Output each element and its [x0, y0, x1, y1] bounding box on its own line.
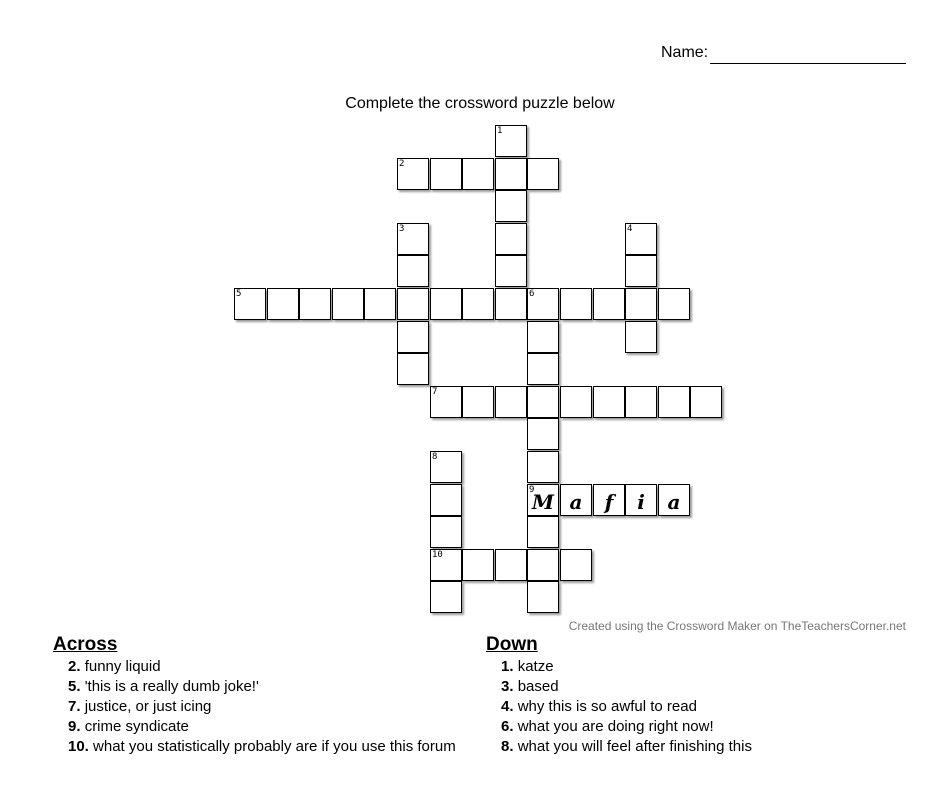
- clue-text: 'this is a really dumb joke!': [84, 678, 259, 695]
- crossword-cell[interactable]: [527, 353, 559, 385]
- crossword-cell[interactable]: [430, 288, 462, 320]
- clue-num: 8.: [501, 738, 514, 755]
- cell-letter: f: [604, 490, 614, 514]
- across-heading: Across: [53, 634, 118, 655]
- crossword-cell[interactable]: [430, 451, 462, 483]
- crossword-cell[interactable]: [560, 484, 592, 516]
- clue-number: 6: [529, 289, 535, 299]
- clue-text: what you statistically probably are if you use this forum: [93, 738, 456, 755]
- down-clue: [501, 657, 906, 677]
- crossword-cell[interactable]: [593, 484, 625, 516]
- crossword-cell[interactable]: [625, 484, 657, 516]
- clue-num: 2.: [68, 658, 81, 675]
- clue-text: funny liquid: [84, 658, 161, 675]
- crossword-cell[interactable]: [527, 386, 559, 418]
- crossword-cell[interactable]: [527, 288, 559, 320]
- down-clue: [501, 697, 906, 717]
- clue-text: crime syndicate: [84, 718, 189, 735]
- cell-letter: a: [569, 490, 583, 514]
- name-label: Name:: [661, 44, 709, 61]
- crossword-cell[interactable]: [495, 190, 527, 222]
- crossword-cell[interactable]: [625, 321, 657, 353]
- crossword-cell[interactable]: [625, 223, 657, 255]
- clue-num: 7.: [68, 698, 81, 715]
- clue-number: 1: [497, 126, 503, 136]
- crossword-cell[interactable]: [625, 386, 657, 418]
- credit-text: Created using the Crossword Maker on TheTeachersCorner.net: [568, 619, 906, 633]
- crossword-cell[interactable]: [495, 255, 527, 287]
- crossword-cell[interactable]: [658, 386, 690, 418]
- across-clue: [68, 717, 473, 737]
- across-clue: [68, 677, 473, 697]
- crossword-cell[interactable]: [397, 321, 429, 353]
- across-clue: [68, 657, 473, 677]
- crossword-cell[interactable]: [560, 549, 592, 581]
- crossword-cell[interactable]: [495, 549, 527, 581]
- crossword-cell[interactable]: [430, 581, 462, 613]
- clue-num: 9.: [68, 718, 81, 735]
- clue-num: 5.: [68, 678, 81, 695]
- clue-number: 5: [236, 289, 242, 299]
- clue-text: what you are doing right now!: [517, 718, 714, 735]
- crossword-cell[interactable]: [332, 288, 364, 320]
- clue-text: why this is so awful to read: [517, 698, 697, 715]
- clue-number: 2: [399, 159, 405, 169]
- crossword-cell[interactable]: [397, 223, 429, 255]
- crossword-cell[interactable]: [462, 288, 494, 320]
- crossword-cell[interactable]: [495, 386, 527, 418]
- down-clue: [501, 677, 906, 697]
- down-clue: [501, 717, 906, 737]
- crossword-cell[interactable]: [430, 484, 462, 516]
- crossword-cell[interactable]: [658, 484, 690, 516]
- across-list: [53, 657, 473, 757]
- crossword-cell[interactable]: [495, 288, 527, 320]
- down-list: [486, 657, 906, 757]
- cell-letter: M: [531, 490, 555, 514]
- crossword-cell[interactable]: [527, 484, 559, 516]
- clue-number: 9: [529, 485, 535, 495]
- crossword-cell[interactable]: [364, 288, 396, 320]
- clue-number: 3: [399, 224, 405, 234]
- page-title: Complete the crossword puzzle below: [345, 95, 615, 112]
- crossword-cell[interactable]: [560, 288, 592, 320]
- crossword-cell[interactable]: [462, 158, 494, 190]
- crossword-cell[interactable]: [658, 288, 690, 320]
- down-heading: Down: [486, 634, 538, 655]
- crossword-cell[interactable]: [527, 549, 559, 581]
- clue-num: 10.: [68, 738, 89, 755]
- clue-number: 7: [432, 387, 438, 397]
- cell-letter: a: [667, 490, 681, 514]
- crossword-cell[interactable]: [430, 158, 462, 190]
- crossword-cell[interactable]: [397, 353, 429, 385]
- across-clue: [68, 697, 473, 717]
- down-clue: [501, 737, 906, 757]
- clue-num: 1.: [501, 658, 514, 675]
- crossword-cell[interactable]: [267, 288, 299, 320]
- crossword-cell[interactable]: [593, 288, 625, 320]
- crossword-cell[interactable]: [495, 223, 527, 255]
- crossword-cell[interactable]: [462, 386, 494, 418]
- crossword-cell[interactable]: [527, 516, 559, 548]
- crossword-cell[interactable]: [527, 451, 559, 483]
- crossword-cell[interactable]: [625, 255, 657, 287]
- crossword-cell[interactable]: [527, 418, 559, 450]
- crossword-cell[interactable]: [495, 158, 527, 190]
- across-clues: [53, 634, 473, 757]
- crossword-cell[interactable]: [527, 581, 559, 613]
- clue-text: based: [517, 678, 559, 695]
- crossword-cell[interactable]: [495, 125, 527, 157]
- crossword-cell[interactable]: [462, 549, 494, 581]
- crossword-cell[interactable]: [625, 288, 657, 320]
- crossword-cell[interactable]: [560, 386, 592, 418]
- clue-num: 6.: [501, 718, 514, 735]
- clue-num: 3.: [501, 678, 514, 695]
- crossword-cell[interactable]: [430, 386, 462, 418]
- across-clue: [68, 737, 473, 757]
- crossword-cell[interactable]: [397, 288, 429, 320]
- crossword-cell[interactable]: [527, 321, 559, 353]
- clue-number: 8: [432, 452, 438, 462]
- crossword-cell[interactable]: [593, 386, 625, 418]
- cell-letter: i: [637, 490, 645, 514]
- clue-text: what you will feel after finishing this: [517, 738, 752, 755]
- clue-num: 4.: [501, 698, 514, 715]
- down-clues: [486, 634, 906, 757]
- crossword-cell[interactable]: [397, 255, 429, 287]
- crossword-cell[interactable]: [690, 386, 722, 418]
- clue-number: 10: [432, 550, 443, 560]
- crossword-cell[interactable]: [430, 516, 462, 548]
- crossword-cell[interactable]: [527, 158, 559, 190]
- crossword-cell[interactable]: [299, 288, 331, 320]
- crossword-cell[interactable]: [234, 288, 266, 320]
- clue-text: justice, or just icing: [84, 698, 212, 715]
- clue-number: 4: [627, 224, 633, 234]
- clue-text: katze: [517, 658, 554, 675]
- crossword-cell[interactable]: [430, 549, 462, 581]
- crossword-cell[interactable]: [397, 158, 429, 190]
